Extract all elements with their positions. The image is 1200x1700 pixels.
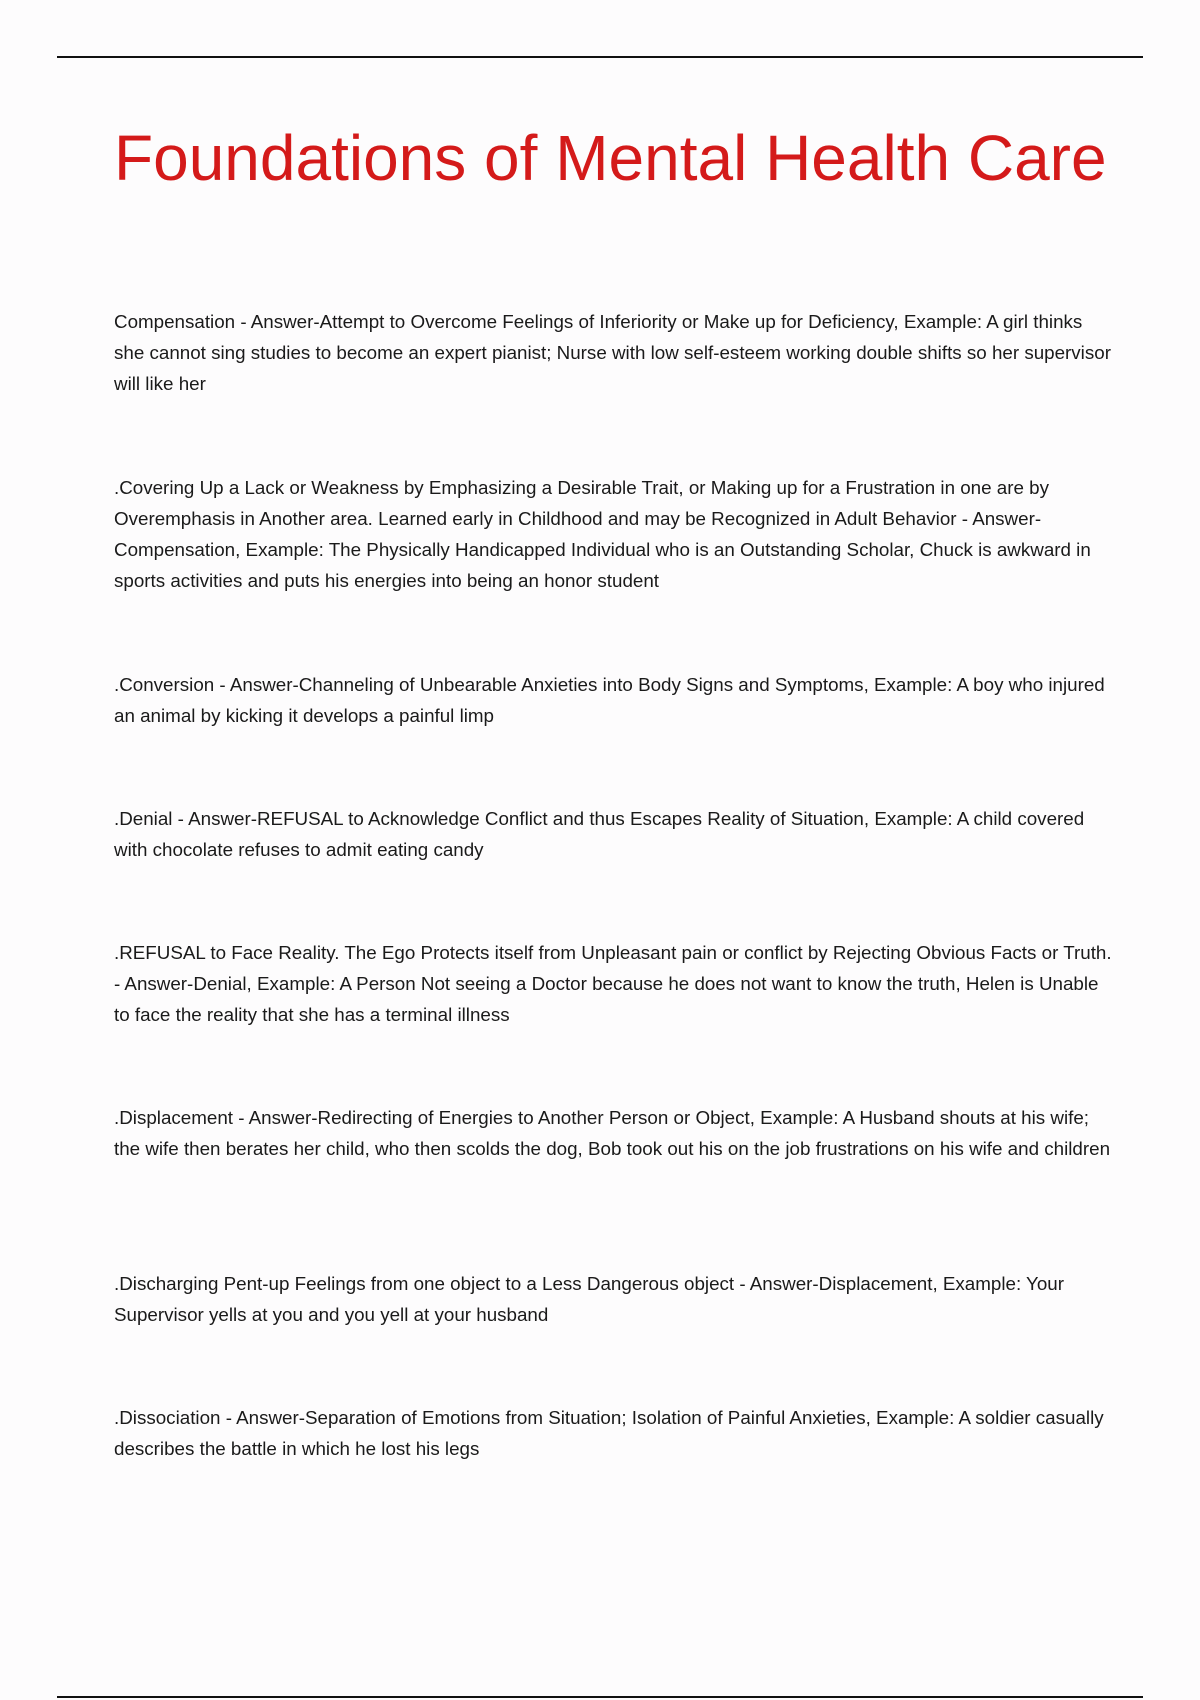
entry-denial: .Denial - Answer-REFUSAL to Acknowledge Conflict and thus Escapes Reality of Situation, Example: A child covered with chocolate refuses to admit eating candy <box>114 808 1085 860</box>
entry-compensation: Compensation - Answer-Attempt to Overcome Feelings of Inferiority or Make up for Deficiency, Example: A girl thinks she cannot sing studies to become an expert pianist; Nurse with low self-esteem working double shifts so her supervisor will like her <box>114 311 1111 394</box>
entry-dissociation: .Dissociation - Answer-Separation of Emotions from Situation; Isolation of Painful Anxieties, Example: A soldier casually describes the battle in which he lost his legs <box>114 1407 1104 1459</box>
entry-displacement: .Displacement - Answer-Redirecting of Energies to Another Person or Object, Example: A Husband shouts at his wife; the wife then berates her child, who then scolds the dog, Bob took out his on the job frustrations on his wife and children <box>114 1107 1111 1159</box>
top-rule <box>57 56 1143 58</box>
bottom-rule <box>57 1696 1143 1698</box>
entry-compensation-definition: .Covering Up a Lack or Weakness by Emphasizing a Desirable Trait, or Making up for a Frustration in one are by Overemphasis in Another area. Learned early in Childhood and may be Recognized in Adult Behavior - Answer-Compensation, Example: The Physically Handicapped Individual who is an Outstanding Scholar, Chuck is awkward in sports activities and puts his energies into being an honor student <box>114 477 1091 591</box>
entry-displacement-definition: .Discharging Pent-up Feelings from one object to a Less Dangerous object - Answer-Displacement, Example: Your Supervisor yells at you and you yell at your husband <box>114 1273 1064 1325</box>
entry-conversion: .Conversion - Answer-Channeling of Unbearable Anxieties into Body Signs and Symptoms, Example: A boy who injured an animal by kicking it develops a painful limp <box>114 674 1105 726</box>
document-title: Foundations of Mental Health Care <box>114 122 1107 194</box>
entry-denial-definition: .REFUSAL to Face Reality. The Ego Protects itself from Unpleasant pain or conflict by Rejecting Obvious Facts or Truth. - Answer-Denial, Example: A Person Not seeing a Doctor because he does not want to know the truth, Helen is Unable to face the reality that she has a terminal illness <box>114 942 1112 1025</box>
